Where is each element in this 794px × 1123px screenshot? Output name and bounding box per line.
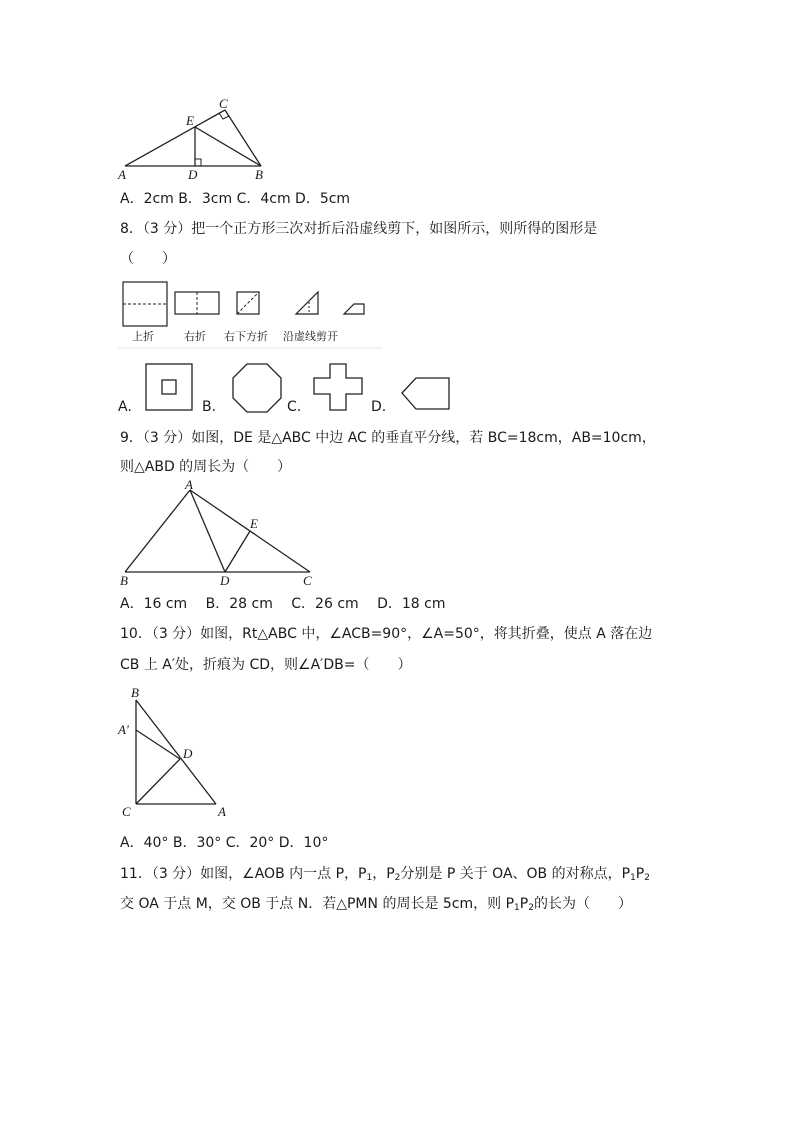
q7-side-cb [225, 110, 261, 166]
q11-stem-line2 [120, 893, 632, 913]
q10-seg-cd [136, 759, 180, 804]
q9-label-b: B [120, 573, 128, 588]
q11-stem-part-c: 分别是 P 关于 OA、OB 的对称点，P [400, 866, 631, 882]
q7-side-ac [125, 110, 225, 166]
q11-stem-part-d: P [635, 866, 645, 882]
q10-label-a1: A′ [118, 722, 129, 737]
q8-stem: 8．（3 分）把一个正方形三次对折后沿虚线剪下，如图所示，则所得的图形是 [120, 221, 598, 237]
q11-sub-3: 1 [630, 873, 636, 883]
q8-option-a-inner [162, 380, 176, 394]
q8-step3-dash [237, 292, 259, 314]
q7-label-b: B [255, 167, 263, 182]
q9-options: A．16 cm B．28 cm C．26 cm D．18 cm [120, 596, 446, 612]
q11-stem-part-b: ，P [372, 866, 395, 882]
q10-label-b: B [131, 685, 139, 700]
q8-fold-steps-figure [118, 280, 388, 350]
q11-line2-part-a: 交 OA 于点 M，交 OB 于点 N．若△PMN 的周长是 5cm，则 P [120, 896, 515, 912]
q8-option-a-letter: A. [118, 399, 132, 415]
q9-figure [110, 478, 330, 588]
q11-line2-part-c: 的长为（ ） [533, 896, 632, 912]
q9-label-d: D [220, 573, 230, 588]
q10-stem-line2: CB 上 A′处，折痕为 CD，则∠A′DB=（ ） [120, 657, 412, 673]
q10-label-a: A [218, 804, 226, 819]
q11-sub-6: 2 [528, 903, 534, 913]
q8-option-d-letter: D. [371, 399, 387, 415]
q8-step4-caption: 沿虚线剪开 [283, 330, 338, 343]
q10-label-d: D [183, 746, 193, 761]
q8-option-a-outer [146, 364, 192, 410]
q8-stem-paren: （ ） [120, 251, 176, 267]
q10-stem: 10．（3 分）如图，Rt△ABC 中，∠ACB=90°，∠A=50°，将其折叠，使点 A 落在边 [120, 626, 653, 642]
q7-seg-eb [195, 127, 261, 166]
q8-step3-caption: 右下方折 [224, 330, 268, 343]
q8-option-b-octagon [233, 364, 281, 412]
q9-label-a: A [185, 478, 193, 492]
q8-option-c-cross [314, 364, 362, 410]
q11-stem [120, 863, 650, 883]
q11-sub-1: 1 [366, 873, 373, 883]
q10-figure [112, 682, 242, 822]
q10-label-c: C [122, 804, 131, 819]
q7-figure [110, 95, 280, 185]
q9-label-e: E [250, 516, 258, 531]
q9-stem-line2: 则△ABD 的周长为（ ） [120, 459, 292, 475]
q10-seg-a1d [136, 730, 180, 759]
q8-step1-caption: 上折 [132, 330, 154, 343]
q8-step4-triangle [296, 292, 318, 314]
q10-options: A．40° B．30° C．20° D．10° [120, 835, 329, 851]
q7-label-c: C [219, 96, 228, 111]
q7-label-d: D [188, 167, 198, 182]
q8-option-d-pentagon [402, 378, 449, 409]
q8-option-c-letter: C. [287, 399, 302, 415]
q9-stem: 9．（3 分）如图，DE 是△ABC 中边 AC 的垂直平分线，若 BC=18cm，AB=10cm， [120, 430, 656, 446]
q9-label-c: C [303, 573, 312, 588]
q10-side-ba [136, 700, 216, 804]
q8-result-shape [344, 304, 364, 314]
q8-options-figure [116, 360, 466, 420]
q11-line2-part-b: P [519, 896, 529, 912]
q11-sub-2: 2 [394, 873, 401, 883]
q11-stem-part-a: 11．（3 分）如图，∠AOB 内一点 P，P [120, 866, 367, 882]
q11-sub-5: 1 [514, 903, 520, 913]
q7-label-e: E [186, 113, 194, 128]
q8-step2-caption: 右折 [184, 330, 206, 343]
q11-sub-4: 2 [644, 873, 650, 883]
q7-right-angle-d [195, 159, 201, 166]
q7-label-a: A [118, 167, 126, 182]
q9-seg-de [225, 531, 250, 572]
q8-option-b-letter: B. [202, 399, 217, 415]
q9-side-ab [125, 490, 190, 572]
q7-options: A．2cm B．3cm C．4cm D．5cm [120, 191, 351, 207]
